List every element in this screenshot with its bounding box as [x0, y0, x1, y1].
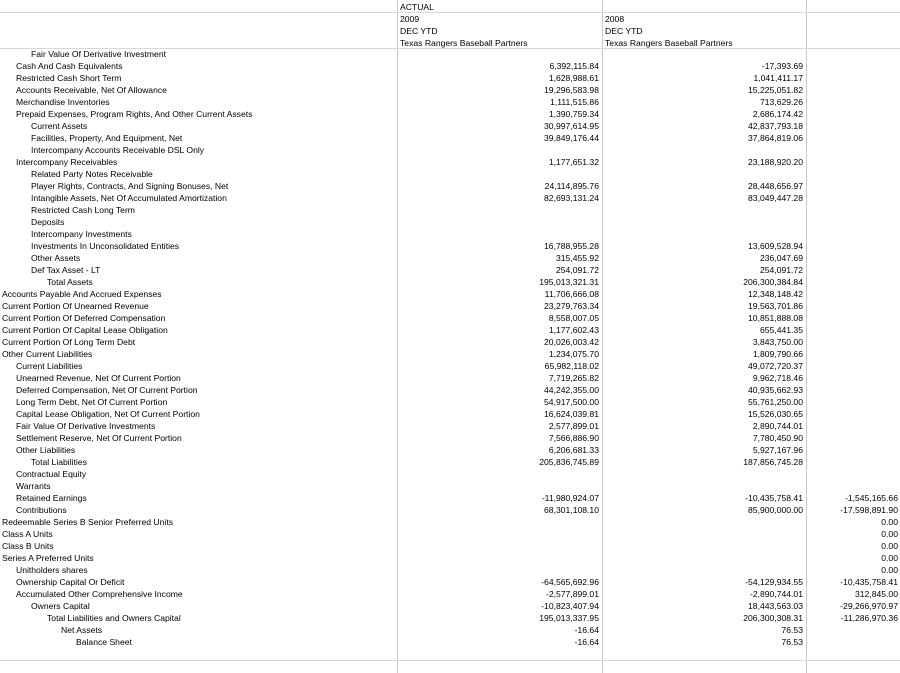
value-2008-cell[interactable]: 15,526,030.65: [748, 409, 803, 419]
difference-cell[interactable]: [807, 192, 898, 204]
value-2008-cell[interactable]: [603, 552, 803, 564]
value-2008-cell[interactable]: [603, 168, 803, 180]
row-label[interactable]: Long Term Debt, Net Of Current Portion: [16, 397, 168, 407]
table-row: [0, 96, 900, 108]
difference-cell[interactable]: [807, 444, 898, 456]
value-2008-cell[interactable]: 713,629.26: [759, 97, 803, 107]
table-row: [0, 192, 900, 204]
value-2008-cell[interactable]: 7,780,450.90: [752, 433, 803, 443]
difference-cell[interactable]: [807, 84, 898, 96]
row-label[interactable]: Total Liabilities and Owners Capital: [47, 613, 181, 623]
row-label[interactable]: Warrants: [16, 481, 51, 491]
row-label[interactable]: Intercompany Accounts Receivable DSL Only: [31, 145, 205, 155]
table-row: [0, 252, 900, 264]
row-label[interactable]: Player Rights, Contracts, And Signing Bonuses, Net: [31, 181, 229, 191]
table-row: [0, 552, 900, 564]
difference-cell[interactable]: [807, 312, 898, 324]
row-label[interactable]: Unitholders shares: [16, 565, 88, 575]
row-label[interactable]: Current Portion Of Deferred Compensation: [2, 313, 166, 323]
header-year-2008[interactable]: 2008: [605, 14, 625, 24]
table-row: [0, 108, 900, 120]
value-2008-cell[interactable]: 37,864,819.06: [748, 133, 803, 143]
difference-cell[interactable]: [807, 300, 898, 312]
table-row: [0, 396, 900, 408]
value-2008-cell[interactable]: -17,393.69: [761, 61, 803, 71]
row-label[interactable]: Cash And Cash Equivalents: [16, 61, 123, 71]
row-label[interactable]: Settlement Reserve, Net Of Current Portion: [16, 433, 182, 443]
value-2009-cell[interactable]: [398, 468, 599, 480]
table-row: [0, 300, 900, 312]
row-label[interactable]: Series A Preferred Units: [2, 553, 94, 563]
value-2008-cell[interactable]: -10,435,758.41: [745, 493, 803, 503]
value-2009-cell[interactable]: 8,558,007.05: [548, 313, 599, 323]
difference-cell[interactable]: [807, 264, 898, 276]
value-2008-cell[interactable]: [603, 48, 803, 60]
table-row: [0, 576, 900, 588]
table-row: [0, 444, 900, 456]
value-2008-cell[interactable]: [603, 516, 803, 528]
value-2008-cell[interactable]: 254,091.72: [759, 265, 803, 275]
value-2009-cell[interactable]: 82,693,131.24: [544, 193, 599, 203]
value-2008-cell[interactable]: 2,890,744.01: [752, 421, 803, 431]
difference-cell[interactable]: [807, 456, 898, 468]
difference-cell[interactable]: [807, 624, 898, 636]
value-2008-cell[interactable]: [603, 540, 803, 552]
value-2008-cell[interactable]: 40,935,662.93: [748, 385, 803, 395]
value-2009-cell[interactable]: [398, 216, 599, 228]
row-label[interactable]: Restricted Cash Short Term: [16, 73, 122, 83]
table-row: [0, 528, 900, 540]
difference-cell[interactable]: [807, 96, 898, 108]
table-row: [0, 324, 900, 336]
value-2008-cell[interactable]: 76.53: [781, 625, 803, 635]
table-row: [0, 144, 900, 156]
value-2009-cell[interactable]: 1,390,759.34: [548, 109, 599, 119]
value-2009-cell[interactable]: 16,624,039.81: [544, 409, 599, 419]
row-label[interactable]: Total Liabilities: [31, 457, 87, 467]
row-label[interactable]: Intangible Assets, Net Of Accumulated Amortization: [31, 193, 227, 203]
difference-cell[interactable]: [807, 156, 898, 168]
value-2009-cell[interactable]: 205,836,745.89: [539, 457, 599, 467]
difference-cell[interactable]: [807, 288, 898, 300]
row-label[interactable]: Fair Value Of Derivative Investments: [16, 421, 156, 431]
difference-cell[interactable]: [807, 276, 898, 288]
difference-cell[interactable]: -10,435,758.41: [840, 577, 898, 587]
difference-cell[interactable]: 0.00: [881, 529, 898, 539]
value-2008-cell[interactable]: 85,900,000.00: [748, 505, 803, 515]
value-2008-cell[interactable]: [603, 204, 803, 216]
value-2009-cell[interactable]: 16,788,955.28: [544, 241, 599, 251]
difference-cell[interactable]: -29,266,970.97: [840, 601, 898, 611]
table-row: [0, 132, 900, 144]
header-period-2008[interactable]: DEC YTD: [605, 26, 643, 36]
value-2008-cell[interactable]: 49,072,720.37: [748, 361, 803, 371]
difference-cell[interactable]: [807, 480, 898, 492]
table-row: [0, 612, 900, 624]
value-2009-cell[interactable]: -16.64: [574, 637, 599, 647]
row-label[interactable]: Class B Units: [2, 541, 54, 551]
difference-cell[interactable]: [807, 324, 898, 336]
table-row: [0, 60, 900, 72]
difference-cell[interactable]: [807, 348, 898, 360]
row-label[interactable]: Current Portion Of Long Term Debt: [2, 337, 136, 347]
table-row: [0, 564, 900, 576]
row-label[interactable]: Other Current Liabilities: [2, 349, 93, 359]
table-row: [0, 168, 900, 180]
value-2008-cell[interactable]: 15,225,051.82: [748, 85, 803, 95]
value-2009-cell[interactable]: 11,706,666.08: [544, 289, 599, 299]
row-label[interactable]: Balance Sheet: [76, 637, 132, 647]
value-2009-cell[interactable]: 195,013,321.31: [539, 277, 599, 287]
row-label[interactable]: Intercompany Receivables: [16, 157, 118, 167]
table-row: [0, 516, 900, 528]
difference-cell[interactable]: [807, 384, 898, 396]
table-row: [0, 600, 900, 612]
difference-cell[interactable]: [807, 180, 898, 192]
table-row: [0, 336, 900, 348]
difference-cell[interactable]: [807, 396, 898, 408]
value-2008-cell[interactable]: [603, 228, 803, 240]
value-2008-cell[interactable]: 5,927,167.96: [752, 445, 803, 455]
difference-cell[interactable]: [807, 240, 898, 252]
difference-cell[interactable]: 0.00: [881, 553, 898, 563]
value-2008-cell[interactable]: 2,686,174.42: [752, 109, 803, 119]
header-entity-2009[interactable]: Texas Rangers Baseball Partners: [400, 38, 528, 48]
row-label[interactable]: Accounts Payable And Accrued Expenses: [2, 289, 162, 299]
difference-cell[interactable]: [807, 336, 898, 348]
row-label[interactable]: Current Assets: [31, 121, 88, 131]
difference-cell[interactable]: -17,598,891.90: [840, 505, 898, 515]
value-2009-cell[interactable]: 23,279,763.34: [544, 301, 599, 311]
value-2008-cell[interactable]: 1,809,790.66: [752, 349, 803, 359]
value-2008-cell[interactable]: 19,563,701.86: [748, 301, 803, 311]
row-label[interactable]: Current Portion Of Unearned Revenue: [2, 301, 149, 311]
value-2009-cell[interactable]: 44,242,355.00: [544, 385, 599, 395]
value-2008-cell[interactable]: [603, 480, 803, 492]
value-2009-cell[interactable]: [398, 540, 599, 552]
row-label[interactable]: Prepaid Expenses, Program Rights, And Other Current Assets: [16, 109, 253, 119]
difference-cell[interactable]: [807, 636, 898, 648]
row-label[interactable]: Owners Capital: [31, 601, 90, 611]
value-2009-cell[interactable]: 195,013,337.95: [539, 613, 599, 623]
value-2009-cell[interactable]: -10,823,407.94: [541, 601, 599, 611]
value-2008-cell[interactable]: 13,609,528.94: [748, 241, 803, 251]
value-2009-cell[interactable]: [398, 144, 599, 156]
value-2008-cell[interactable]: 12,348,148.42: [748, 289, 803, 299]
difference-cell[interactable]: [807, 72, 898, 84]
value-2008-cell[interactable]: -2,890,744.01: [749, 589, 803, 599]
header-year-2009[interactable]: 2009: [400, 14, 420, 24]
value-2009-cell[interactable]: 6,392,115.84: [549, 61, 599, 71]
table-row: [0, 480, 900, 492]
row-label[interactable]: Restricted Cash Long Term: [31, 205, 135, 215]
value-2008-cell[interactable]: [603, 528, 803, 540]
table-row: [0, 360, 900, 372]
difference-cell[interactable]: 0.00: [881, 565, 898, 575]
difference-cell[interactable]: [807, 120, 898, 132]
value-2008-cell[interactable]: 187,856,745.28: [743, 457, 803, 467]
value-2009-cell[interactable]: 19,296,583.98: [544, 85, 599, 95]
row-label[interactable]: Retained Earnings: [16, 493, 87, 503]
difference-cell[interactable]: [807, 228, 898, 240]
value-2008-cell[interactable]: 206,300,384.84: [743, 277, 803, 287]
value-2008-cell[interactable]: [603, 468, 803, 480]
row-label[interactable]: Current Portion Of Capital Lease Obligation: [2, 325, 168, 335]
difference-cell[interactable]: [807, 48, 898, 60]
row-label[interactable]: Redeemable Series B Senior Preferred Units: [2, 517, 174, 527]
value-2008-cell[interactable]: 3,843,750.00: [752, 337, 803, 347]
row-label[interactable]: Related Party Notes Receivable: [31, 169, 153, 179]
row-label[interactable]: Ownership Capital Or Deficit: [16, 577, 125, 587]
header-actual[interactable]: ACTUAL: [400, 2, 434, 12]
table-row: [0, 408, 900, 420]
difference-cell[interactable]: 0.00: [881, 541, 898, 551]
value-2009-cell[interactable]: 1,628,988.61: [548, 73, 599, 83]
value-2008-cell[interactable]: [603, 144, 803, 156]
difference-cell[interactable]: [807, 204, 898, 216]
table-row: [0, 216, 900, 228]
difference-cell[interactable]: [807, 408, 898, 420]
value-2009-cell[interactable]: 68,301,108.10: [544, 505, 599, 515]
value-2009-cell[interactable]: 315,455.92: [555, 253, 599, 263]
value-2009-cell[interactable]: -2,577,899.01: [545, 589, 599, 599]
value-2009-cell[interactable]: 20,026,003.42: [544, 337, 599, 347]
difference-cell[interactable]: [807, 432, 898, 444]
value-2009-cell[interactable]: 6,206,681.33: [548, 445, 599, 455]
table-row: [0, 204, 900, 216]
row-label[interactable]: Contractual Equity: [16, 469, 87, 479]
value-2009-cell[interactable]: 1,111,515.86: [550, 97, 599, 107]
value-2008-cell[interactable]: 1,041,411.17: [753, 73, 803, 83]
value-2009-cell[interactable]: -64,565,692.96: [541, 577, 599, 587]
value-2008-cell[interactable]: 76.53: [781, 637, 803, 647]
row-label[interactable]: Accumulated Other Comprehensive Income: [16, 589, 183, 599]
table-row: [0, 228, 900, 240]
value-2008-cell[interactable]: 42,837,793.18: [748, 121, 803, 131]
value-2009-cell[interactable]: [398, 48, 599, 60]
difference-cell[interactable]: -11,286,970.36: [840, 613, 898, 623]
value-2008-cell[interactable]: 28,448,656.97: [748, 181, 803, 191]
table-row: [0, 264, 900, 276]
value-2008-cell[interactable]: 23,188,920.20: [748, 157, 803, 167]
table-row: [0, 72, 900, 84]
difference-cell[interactable]: [807, 372, 898, 384]
difference-cell[interactable]: [807, 132, 898, 144]
value-2009-cell[interactable]: [398, 480, 599, 492]
value-2009-cell[interactable]: [398, 516, 599, 528]
table-row: [0, 588, 900, 600]
row-label[interactable]: Investments In Unconsolidated Entities: [31, 241, 180, 251]
difference-cell[interactable]: -1,545,165.66: [844, 493, 898, 503]
difference-cell[interactable]: [807, 216, 898, 228]
table-row: [0, 372, 900, 384]
difference-cell[interactable]: 0.00: [881, 517, 898, 527]
value-2009-cell[interactable]: 7,719,265.82: [548, 373, 599, 383]
table-row: [0, 504, 900, 516]
table-row: [0, 636, 900, 648]
value-2008-cell[interactable]: 206,300,308.31: [743, 613, 803, 623]
value-2009-cell[interactable]: 2,577,899.01: [548, 421, 599, 431]
difference-cell[interactable]: [807, 108, 898, 120]
table-row: [0, 180, 900, 192]
header-period-2009[interactable]: DEC YTD: [400, 26, 438, 36]
table-row: [0, 384, 900, 396]
header-entity-2008[interactable]: Texas Rangers Baseball Partners: [605, 38, 733, 48]
difference-cell[interactable]: 312,845.00: [854, 589, 898, 599]
table-row: [0, 468, 900, 480]
value-2008-cell[interactable]: [603, 216, 803, 228]
row-label[interactable]: Merchandise Inventories: [16, 97, 110, 107]
table-row: [0, 276, 900, 288]
value-2009-cell[interactable]: 24,114,895.76: [544, 181, 599, 191]
row-label[interactable]: Class A Units: [2, 529, 53, 539]
row-label[interactable]: Other Assets: [31, 253, 81, 263]
value-2009-cell[interactable]: [398, 168, 599, 180]
value-2009-cell[interactable]: [398, 564, 599, 576]
value-2009-cell[interactable]: 1,177,602.43: [548, 325, 599, 335]
value-2008-cell[interactable]: [603, 564, 803, 576]
table-row: [0, 624, 900, 636]
difference-cell[interactable]: [807, 144, 898, 156]
row-label[interactable]: Unearned Revenue, Net Of Current Portion: [16, 373, 181, 383]
value-2009-cell[interactable]: 1,234,075.70: [548, 349, 599, 359]
table-row: [0, 48, 900, 60]
table-row: [0, 312, 900, 324]
value-2009-cell[interactable]: [398, 204, 599, 216]
value-2009-cell[interactable]: 254,091.72: [555, 265, 599, 275]
difference-cell[interactable]: [807, 168, 898, 180]
table-row: [0, 540, 900, 552]
table-row: [0, 240, 900, 252]
value-2008-cell[interactable]: 83,049,447.28: [748, 193, 803, 203]
table-row: [0, 120, 900, 132]
value-2008-cell[interactable]: -54,129,934.55: [745, 577, 803, 587]
value-2009-cell[interactable]: 39,849,176.44: [544, 133, 599, 143]
value-2009-cell[interactable]: 7,566,886.90: [548, 433, 599, 443]
row-label[interactable]: Current Liabilities: [16, 361, 83, 371]
value-2009-cell[interactable]: -16.64: [574, 625, 599, 635]
value-2009-cell[interactable]: 30,997,614.95: [544, 121, 599, 131]
value-2009-cell[interactable]: [398, 228, 599, 240]
value-2009-cell[interactable]: 65,982,118.02: [544, 361, 599, 371]
row-divider: [0, 660, 900, 661]
difference-cell[interactable]: [807, 60, 898, 72]
value-2008-cell[interactable]: 18,443,563.03: [748, 601, 803, 611]
value-2008-cell[interactable]: 236,047.69: [759, 253, 803, 263]
row-label[interactable]: Intercompany Investments: [31, 229, 132, 239]
value-2009-cell[interactable]: 54,917,500.00: [544, 397, 599, 407]
table-row: [0, 156, 900, 168]
row-label[interactable]: Deferred Compensation, Net Of Current Portion: [16, 385, 198, 395]
row-divider: [0, 12, 900, 13]
value-2008-cell[interactable]: 55,761,250.00: [748, 397, 803, 407]
value-2009-cell[interactable]: 1,177,651.32: [548, 157, 599, 167]
value-2009-cell[interactable]: [398, 528, 599, 540]
value-2009-cell[interactable]: [398, 552, 599, 564]
table-row: [0, 456, 900, 468]
row-label[interactable]: Other Liabilities: [16, 445, 76, 455]
table-row: [0, 288, 900, 300]
table-row: [0, 348, 900, 360]
row-label[interactable]: Capital Lease Obligation, Net Of Current Portion: [16, 409, 200, 419]
value-2009-cell[interactable]: -11,980,924.07: [541, 493, 599, 503]
value-2008-cell[interactable]: 655,441.35: [759, 325, 803, 335]
table-row: [0, 84, 900, 96]
row-label[interactable]: Fair Value Of Derivative Investment: [31, 49, 167, 59]
table-row: [0, 432, 900, 444]
table-row: [0, 420, 900, 432]
table-row: [0, 492, 900, 504]
row-label[interactable]: Def Tax Asset - LT: [31, 265, 101, 275]
difference-cell[interactable]: [807, 420, 898, 432]
value-2008-cell[interactable]: 9,962,718.46: [752, 373, 803, 383]
value-2008-cell[interactable]: 10,851,888.08: [748, 313, 803, 323]
difference-cell[interactable]: [807, 360, 898, 372]
difference-cell[interactable]: [807, 468, 898, 480]
row-label[interactable]: Total Assets: [47, 277, 93, 287]
difference-cell[interactable]: [807, 252, 898, 264]
row-label[interactable]: Facilities, Property, And Equipment, Net: [31, 133, 183, 143]
row-label[interactable]: Contributions: [16, 505, 67, 515]
row-label[interactable]: Net Assets: [61, 625, 103, 635]
row-label[interactable]: Deposits: [31, 217, 65, 227]
row-label[interactable]: Accounts Receivable, Net Of Allowance: [16, 85, 167, 95]
